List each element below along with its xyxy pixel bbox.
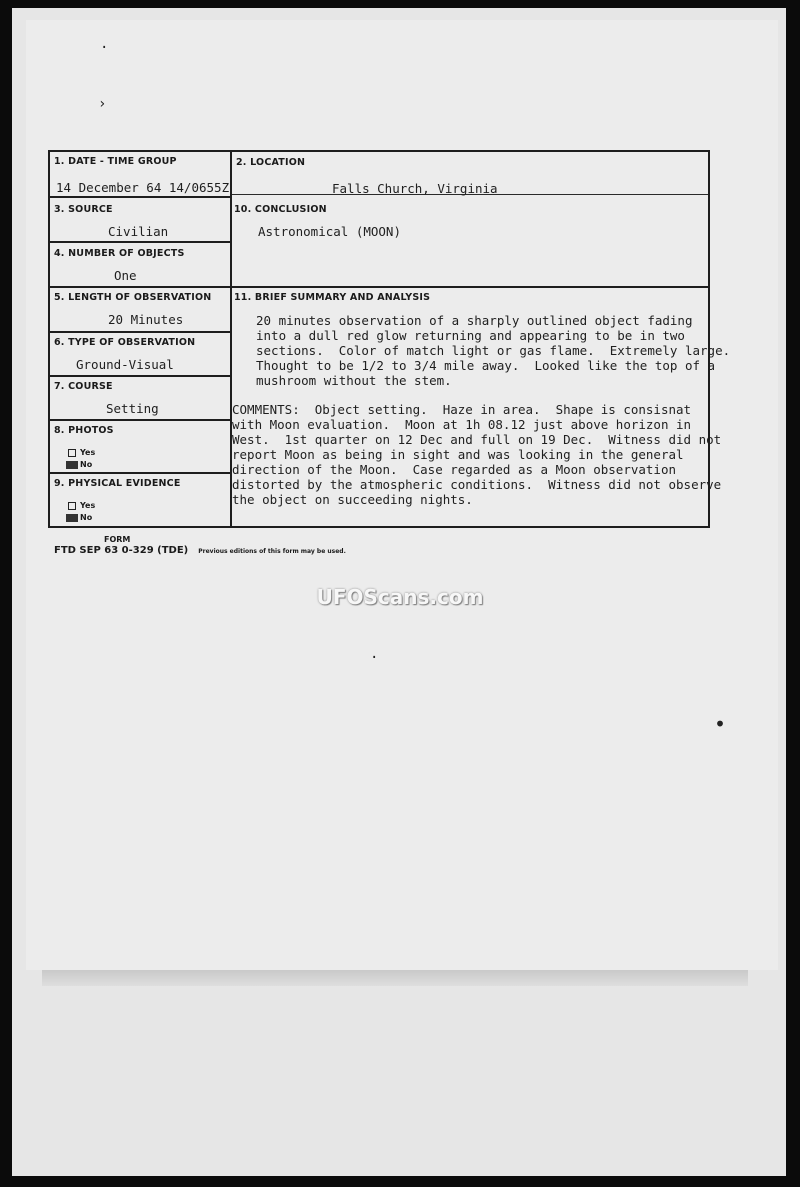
length-of-observation-label: 5. LENGTH OF OBSERVATION — [54, 292, 212, 303]
speck-mark: · — [370, 650, 379, 666]
source-label: 3. SOURCE — [54, 204, 113, 215]
unchecked-box-icon — [68, 502, 76, 510]
type-of-observation-label: 6. TYPE OF OBSERVATION — [54, 337, 196, 348]
summary-label: 11. BRIEF SUMMARY AND ANALYSIS — [234, 292, 431, 303]
photos-label: 8. PHOTOS — [54, 425, 114, 436]
length-of-observation-value: 20 Minutes — [108, 312, 184, 327]
form-id: FTD SEP 63 0-329 (TDE) — [54, 545, 189, 556]
date-time-label: 1. DATE - TIME GROUP — [54, 156, 177, 167]
conclusion-label: 10. CONCLUSION — [234, 204, 327, 215]
evidence-no-option: No — [66, 513, 92, 522]
speck-mark: · — [100, 40, 109, 56]
checked-box-icon — [66, 514, 78, 522]
photos-yes-option: Yes — [68, 448, 95, 457]
course-label: 7. COURSE — [54, 381, 113, 392]
physical-evidence-label: 9. PHYSICAL EVIDENCE — [54, 478, 181, 489]
watermark: UFOScans.com — [316, 585, 484, 609]
conclusion-value: Astronomical (MOON) — [258, 224, 401, 239]
source-value: Civilian — [108, 224, 169, 239]
unchecked-box-icon — [68, 449, 76, 457]
form-note: Previous editions of this form may be used. — [198, 548, 346, 555]
course-value: Setting — [106, 401, 159, 416]
evidence-yes-option: Yes — [68, 501, 95, 510]
form-footer — [54, 545, 346, 556]
page-shadow — [42, 970, 748, 986]
checked-box-icon — [66, 461, 78, 469]
date-time-value: 14 December 64 14/0655Z — [56, 180, 230, 195]
report-form — [48, 150, 731, 528]
summary-text: 20 minutes observation of a sharply outlined object fading into a dull red glow returning and appearing to be in two sections. Color of match light or gas flame. Extremely large. Thought to be 1/2 to 3/4 mile away. Looked like the top of a mushroom without the stem. — [256, 313, 731, 388]
number-of-objects-value: One — [114, 268, 137, 283]
form-word: FORM — [104, 535, 131, 544]
location-label: 2. LOCATION — [236, 157, 306, 168]
comments-text: COMMENTS: Object setting. Haze in area. Shape is consisnat with Moon evaluation. Moon at 1h 08.12 just above horizon in West. 1st quarter on 12 Dec and full on 19 Dec. Witness did not report Moon as being in sight and was looking in the general direction of the Moon. Case regarded as a Moon observation distorted by the atmospheric conditions. Witness did not observe the object on succeeding nights. — [232, 402, 722, 507]
speck-mark: • — [714, 712, 727, 736]
speck-mark: › — [98, 96, 107, 112]
type-of-observation-value: Ground-Visual — [76, 357, 174, 372]
location-value: Falls Church, Virginia — [332, 181, 498, 196]
number-of-objects-label: 4. NUMBER OF OBJECTS — [54, 248, 185, 259]
photos-no-option: No — [66, 460, 92, 469]
